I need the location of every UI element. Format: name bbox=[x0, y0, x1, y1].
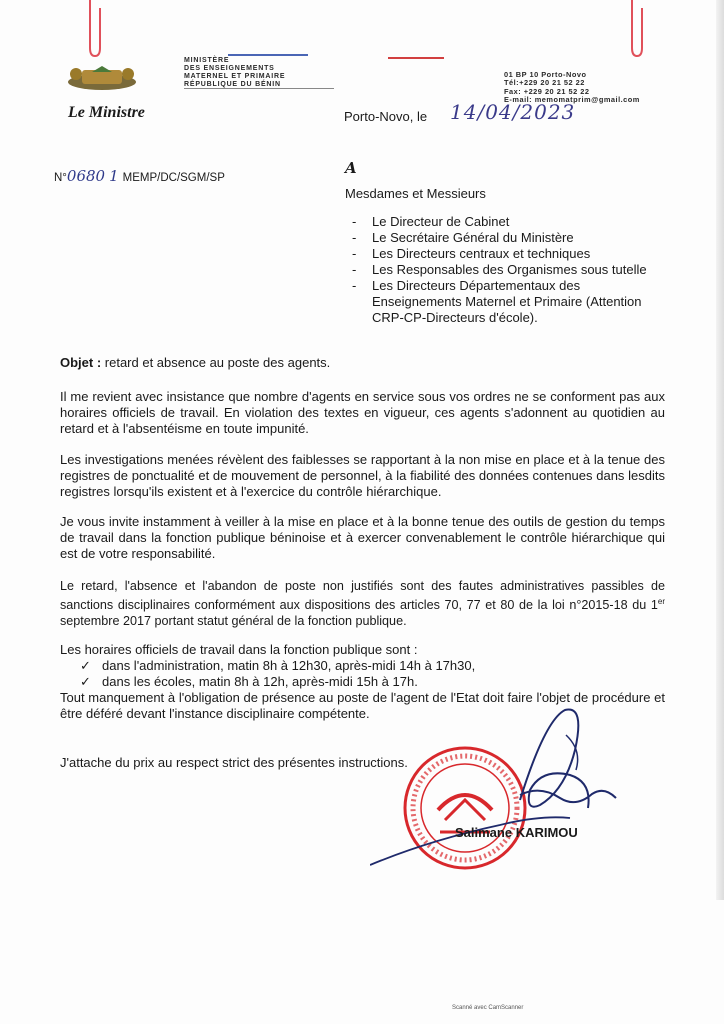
paragraph-1: Il me revient avec insistance que nombre d'agents en service sous vos ordres ne se conforment pas aux horaires officiels de travail. En violation des textes en vigueur, ces agents s'adonnent au quotidien au retard et à l'absentéisme en toute impunité. bbox=[60, 389, 665, 436]
place-date: Porto-Novo, le bbox=[344, 109, 428, 124]
checkmark-icon: ✓ bbox=[80, 658, 91, 673]
reference-handwritten-number: 0680 bbox=[66, 167, 106, 185]
checkmark-icon: ✓ bbox=[80, 674, 91, 689]
reference-suffix: MEMP/DC/SGM/SP bbox=[122, 172, 225, 184]
schedule-item: ✓ dans les écoles, matin 8h à 12h, après-midi 15h à 17h. bbox=[80, 674, 418, 689]
page-edge-shadow bbox=[716, 0, 724, 900]
paragraph-2: Les investigations menées révèlent des faiblesses se rapportant à la non mise en place et à la tenue des registres de ponctualité et de mouvement de personnel, à la fiabilité des données contenues dans lesdits registres lorsqu'ils existent et à l'exercice du contrôle hiérarchique. bbox=[60, 452, 665, 499]
recipient-item: - Les Directeurs Départementaux des Enseignements Maternel et Primaire (Attention CRP-CP-Directeurs d'école). bbox=[352, 278, 642, 325]
schedule-intro: Les horaires officiels de travail dans la fonction publique sont : bbox=[60, 642, 418, 657]
signatory-name: Salimane KARIMOU bbox=[455, 825, 578, 840]
reference-handwritten-annotation: 1 bbox=[109, 167, 119, 185]
paper-clip-icon bbox=[626, 0, 646, 60]
recipient-list bbox=[350, 214, 650, 326]
handwritten-date: 14/04/2023 bbox=[450, 100, 576, 124]
contact-email: E-mail: memomatprim@gmail.com bbox=[504, 95, 640, 105]
schedule-item: ✓ dans l'administration, matin 8h à 12h30, après-midi 14h à 17h30, bbox=[80, 658, 476, 673]
schedule-list bbox=[60, 658, 665, 690]
handwritten-signature bbox=[370, 690, 690, 870]
closing-paragraph: J'attache du prix au respect strict des présentes instructions. bbox=[60, 755, 408, 770]
flag-stripe-red bbox=[388, 57, 444, 59]
header-rule bbox=[184, 88, 334, 89]
addressee-a-mark: A bbox=[345, 159, 357, 177]
recipient-item: - Le Directeur de Cabinet bbox=[352, 214, 510, 229]
country-line: RÉPUBLIQUE DU BÉNIN bbox=[184, 81, 281, 88]
contact-fax: Fax: +229 20 21 52 22 bbox=[504, 86, 590, 96]
coat-of-arms-icon bbox=[62, 62, 142, 92]
contact-address: 01 BP 10 Porto-Novo bbox=[504, 70, 587, 79]
paper-clip-icon bbox=[84, 0, 104, 60]
paragraph-5-continuation: Tout manquement à l'obligation de présence au poste de l'agent de l'Etat doit faire l'objet de procédure et être déféré devant l'instance disciplinaire compétente. bbox=[60, 690, 665, 721]
ministry-line: MATERNEL ET PRIMAIRE bbox=[184, 73, 286, 80]
ministry-line: DES ENSEIGNEMENTS bbox=[184, 65, 275, 72]
salutation: Mesdames et Messieurs bbox=[345, 186, 486, 201]
recipient-item: - Les Directeurs centraux et techniques bbox=[352, 246, 591, 261]
recipient-item: - Le Secrétaire Général du Ministère bbox=[352, 230, 574, 245]
reference-prefix: N° bbox=[54, 172, 67, 184]
subject-line bbox=[60, 355, 665, 371]
subject-label: Objet : bbox=[60, 355, 102, 370]
minister-title: Le Ministre bbox=[68, 104, 145, 121]
paragraph-3: Je vous invite instamment à veiller à la mise en place et à la bonne tenue des outils de gestion du temps de travail dans la fonction publique béninoise et à exercer convenablement le contrôle hiérarchique qui est de votre responsabilité. bbox=[60, 514, 665, 561]
recipient-item: - Les Responsables des Organismes sous tutelle bbox=[352, 262, 647, 277]
subject-text: retard et absence au poste des agents. bbox=[101, 355, 331, 370]
contact-phone: Tél:+229 20 21 52 22 bbox=[504, 78, 585, 88]
reference-number bbox=[54, 167, 225, 185]
ministry-line: MINISTÈRE bbox=[184, 57, 230, 64]
scanner-footer: Scanné avec CamScanner bbox=[452, 1005, 524, 1011]
flag-stripe-blue bbox=[228, 54, 308, 56]
paragraph-4: Le retard, l'absence et l'abandon de poste non justifiés sont des fautes administratives passibles de sanctions disciplinaires conformément aux dispositions des articles 70, 77 et 80 de la loi n°2015-18 du 1er septembre 2017 portant statut général de la fonction publique. bbox=[60, 579, 665, 629]
ministry-block bbox=[184, 57, 285, 89]
